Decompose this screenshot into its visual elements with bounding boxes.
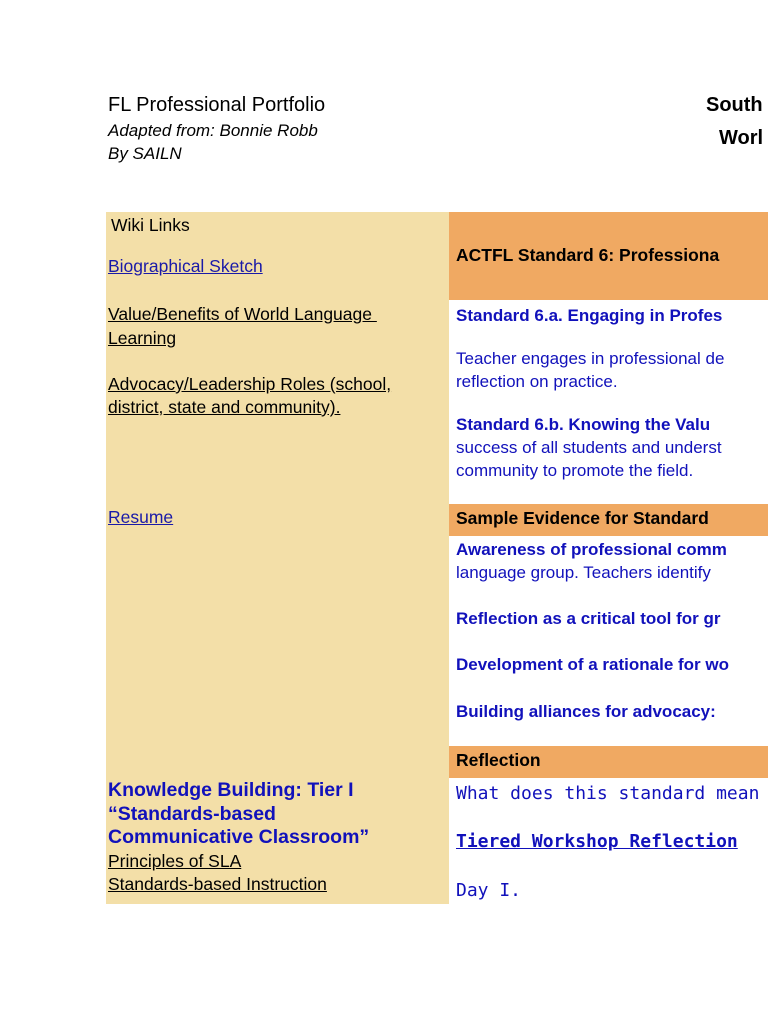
knowledge-building-heading-line2: “Standards-based: [108, 803, 276, 825]
author-line: By SAILN: [108, 144, 182, 163]
biographical-sketch-link[interactable]: Biographical Sketch: [108, 256, 263, 276]
wiki-links-column: [106, 212, 449, 904]
standard-6a-text-line2: reflection on practice.: [456, 372, 618, 391]
header-right-line1: South: [706, 94, 763, 116]
standard-content-column: [449, 212, 768, 904]
standard-heading: ACTFL Standard 6: Professiona: [456, 245, 720, 265]
evidence-rationale: Development of a rationale for wo: [456, 655, 729, 674]
evidence-reflection: Reflection as a critical tool for gr: [456, 609, 721, 628]
portfolio-title: FL Professional Portfolio: [108, 94, 326, 116]
wiki-links-heading: Wiki Links: [111, 215, 190, 235]
standard-6a-title: Standard 6.a. Engaging in Profes: [456, 306, 723, 325]
resume-link[interactable]: Resume: [108, 507, 174, 527]
advocacy-link-line1[interactable]: Advocacy/Leadership Roles (school,: [108, 374, 392, 394]
header-right-line2: Worl: [719, 127, 764, 149]
adapted-from: Adapted from: Bonnie Robb: [108, 121, 318, 140]
value-benefits-link-line2[interactable]: Learning: [108, 328, 177, 348]
standard-6a-text-line1: Teacher engages in professional de: [456, 349, 725, 368]
knowledge-building-heading-line3: Communicative Classroom”: [108, 826, 370, 848]
sample-evidence-heading: Sample Evidence for Standard: [456, 508, 709, 528]
reflection-question: What does this standard mean: [456, 783, 760, 804]
evidence-awareness-line2: language group. Teachers identify: [456, 563, 711, 582]
standards-based-instruction-link[interactable]: Standards-based Instruction: [108, 874, 327, 894]
standard-6b-text-line2: success of all students and underst: [456, 438, 722, 457]
day-one-label: Day I.: [456, 880, 522, 901]
knowledge-building-heading-line1: Knowledge Building: Tier I: [108, 779, 354, 801]
evidence-alliances: Building alliances for advocacy:: [456, 702, 721, 721]
standard-6b-text-line3: community to promote the field.: [456, 461, 694, 480]
advocacy-link-line2[interactable]: district, state and community).: [108, 397, 341, 417]
value-benefits-link-line1[interactable]: Value/Benefits of World Language: [108, 304, 377, 324]
principles-of-sla-link[interactable]: Principles of SLA: [108, 851, 242, 871]
evidence-awareness: Awareness of professional comm: [456, 540, 727, 559]
reflection-heading: Reflection: [456, 750, 541, 770]
tiered-workshop-reflection-link[interactable]: Tiered Workshop Reflection: [456, 831, 738, 852]
standard-6b-title: Standard 6.b. Knowing the Valu: [456, 415, 711, 434]
